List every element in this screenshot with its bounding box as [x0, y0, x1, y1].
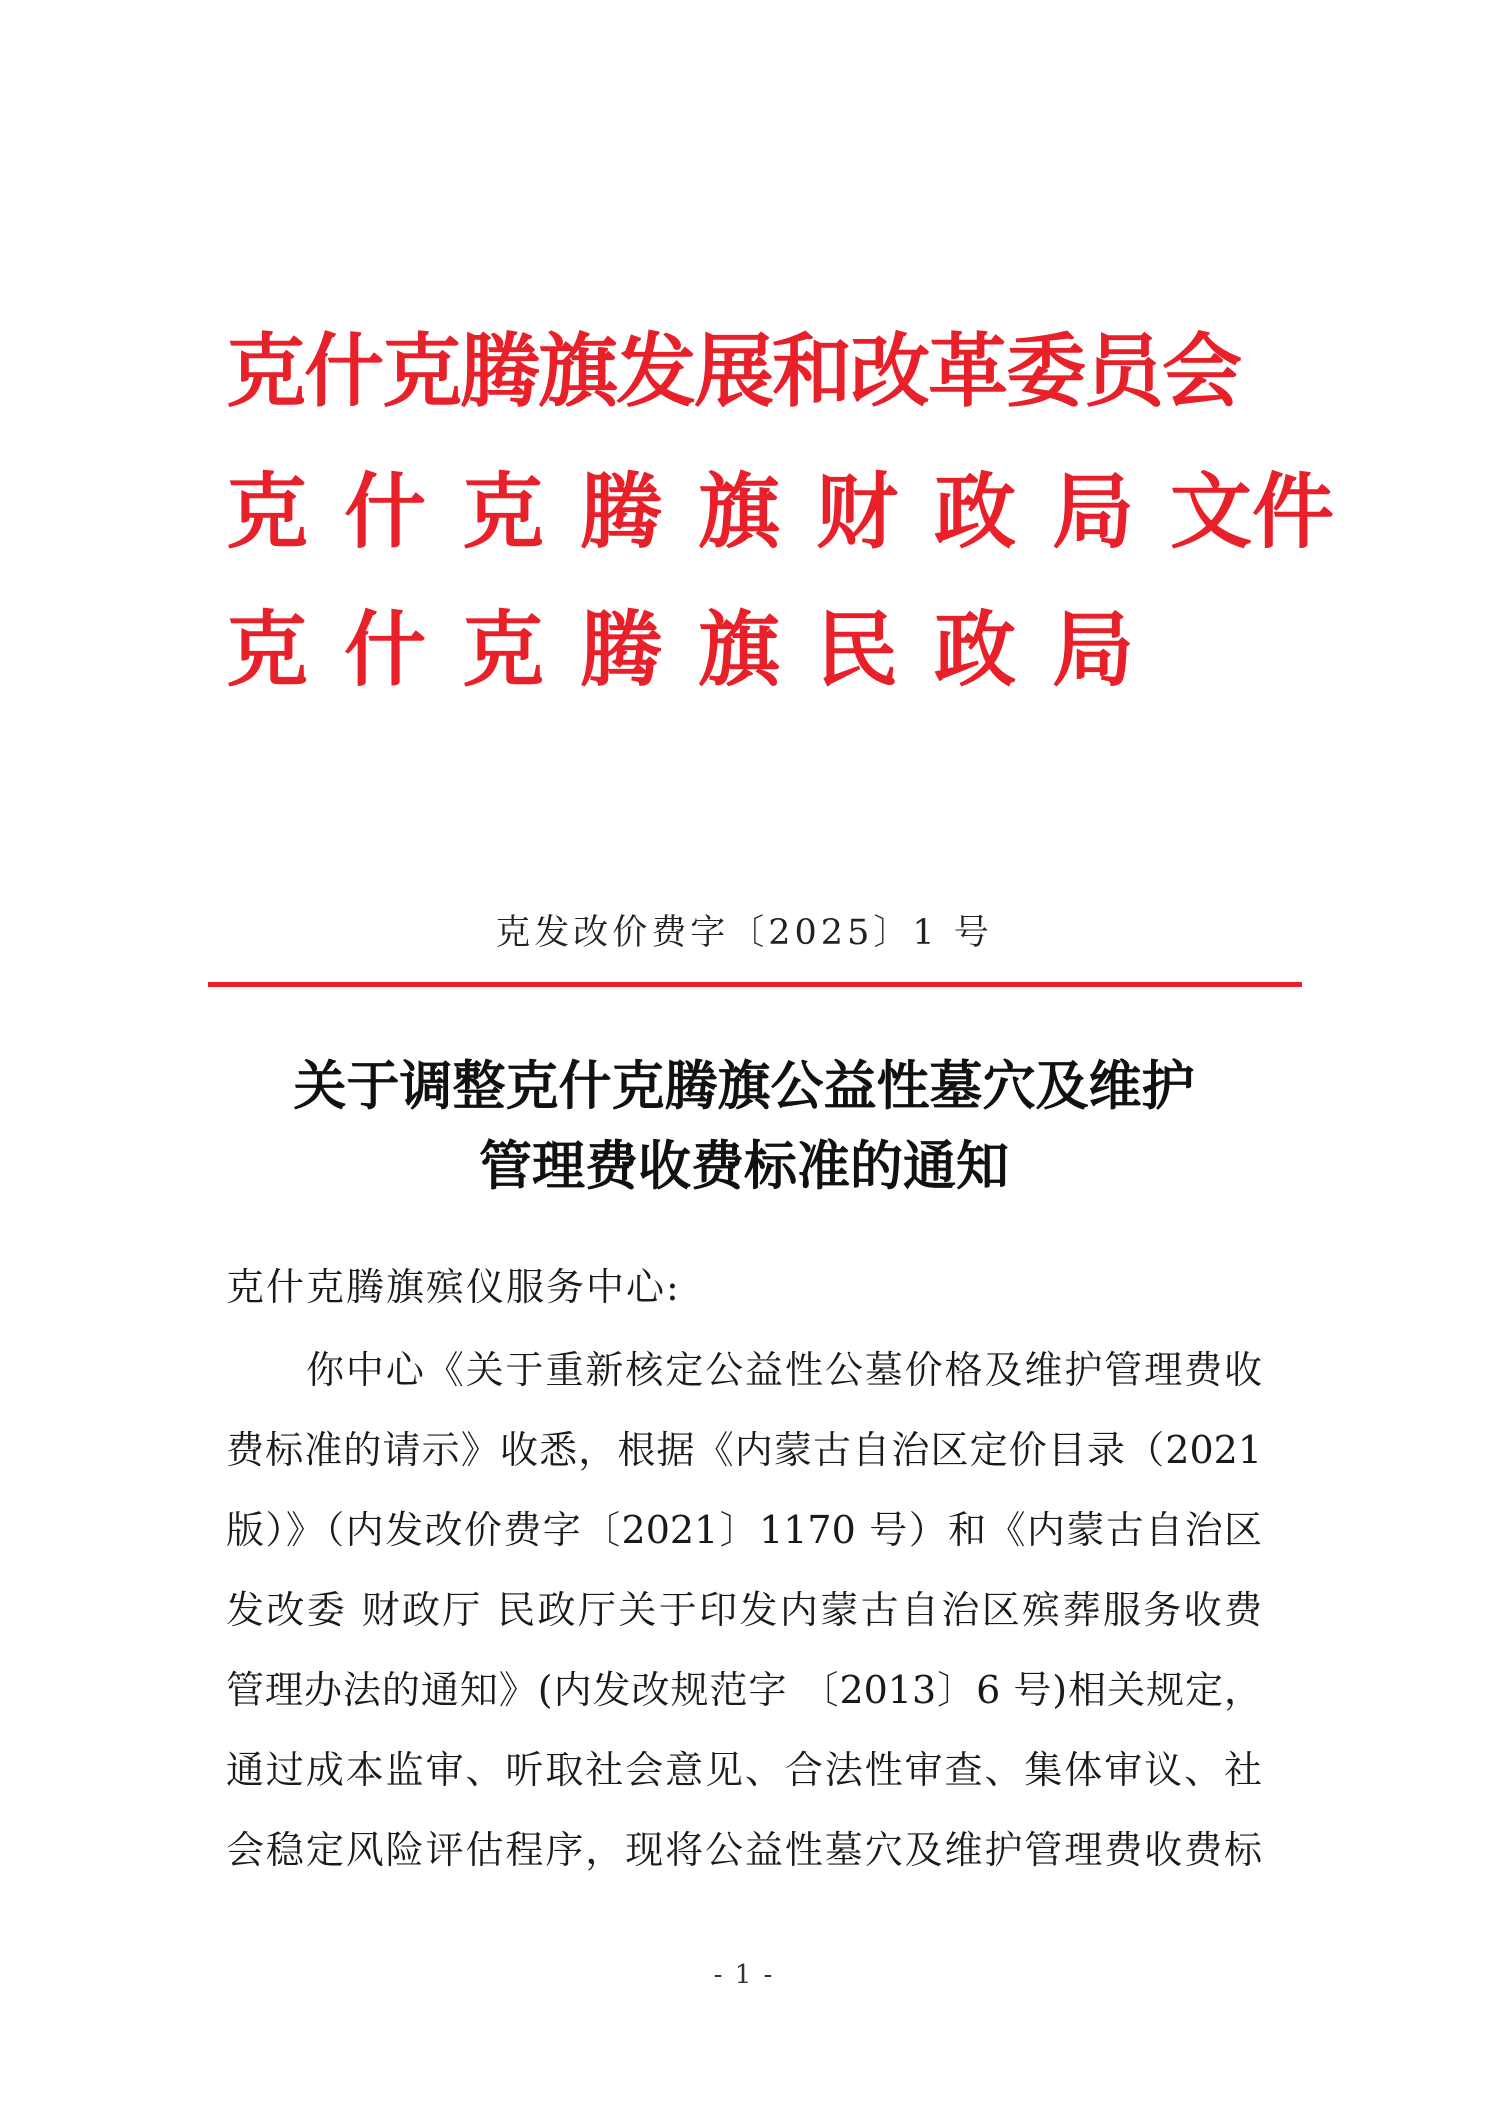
red-divider-rule [208, 982, 1302, 987]
body-line: 费标准的请示》收悉，根据《内蒙古自治区定价目录（2021 [226, 1428, 1262, 1472]
masthead-document-label: 文件 [1170, 465, 1335, 560]
body-text [226, 1330, 1262, 1890]
addressee: 克什克腾旗殡仪服务中心: [226, 1265, 681, 1309]
document-number: 克发改价费字〔2025〕1 号 [495, 913, 993, 953]
body-line: 版）》（内发改价费字〔2021〕1170 号）和《内蒙古自治区 [226, 1508, 1262, 1552]
title-line-2: 管理费收费标准的通知 [479, 1135, 1009, 1197]
body-line: 管理办法的通知》(内发改规范字 〔2013〕6 号)相关规定， [226, 1668, 1262, 1712]
body-line: 会稳定风险评估程序，现将公益性墓穴及维护管理费收费标 [226, 1828, 1262, 1872]
masthead-line-civil-affairs-bureau: 克什克腾旗民政局 [226, 603, 1171, 698]
masthead-line-finance-bureau [226, 465, 1335, 560]
masthead-finance-bureau-name: 克什克腾旗财政局 [226, 465, 1171, 560]
masthead-line-development-reform-commission: 克什克腾旗发展和改革委员会 [226, 325, 1240, 418]
body-line: 发改委 财政厅 民政厅关于印发内蒙古自治区殡葬服务收费 [226, 1588, 1262, 1632]
document-title [0, 1046, 1488, 1206]
page-number: - 1 - [713, 1960, 775, 1990]
body-line: 通过成本监审、听取社会意见、合法性审查、集体审议、社 [226, 1748, 1262, 1792]
title-line-1: 关于调整克什克腾旗公益性墓穴及维护 [293, 1055, 1195, 1117]
body-line: 你中心《关于重新核定公益性公墓价格及维护管理费收 [306, 1348, 1262, 1392]
